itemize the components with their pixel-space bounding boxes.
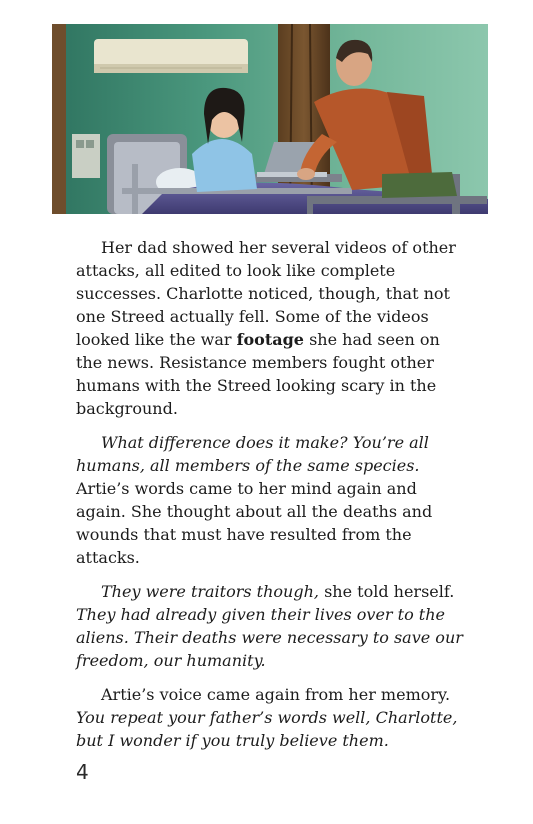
body-text: [76, 236, 468, 752]
paragraph-1: Her dad showed her several videos of other attacks, all edited to look like complete successes. Charlotte noticed, though, that not one Streed actually fell. Some of the videos looked like the war footage she had seen on the news. Resistance members fought other humans with the Streed looking scary in the background.: [76, 238, 456, 418]
paragraph-4: Artie’s voice came again from her memory. You repeat your father’s words well, Charlotte, but I wonder if you truly believe them.: [76, 685, 458, 750]
paragraph-2: What difference does it make? You’re all humans, all members of the same species. Artie’s words came to her mind again and again. She thought about all the deaths and wounds that must have resulted from the attacks.: [76, 433, 433, 567]
paragraph-3: They were traitors though, she told herself. They had already given their lives over to the aliens. Their deaths were necessary to save our freedom, our humanity.: [76, 582, 463, 670]
story-illustration: [52, 24, 488, 214]
vocabulary-word: footage: [236, 330, 304, 349]
page-number: 4: [76, 760, 89, 784]
